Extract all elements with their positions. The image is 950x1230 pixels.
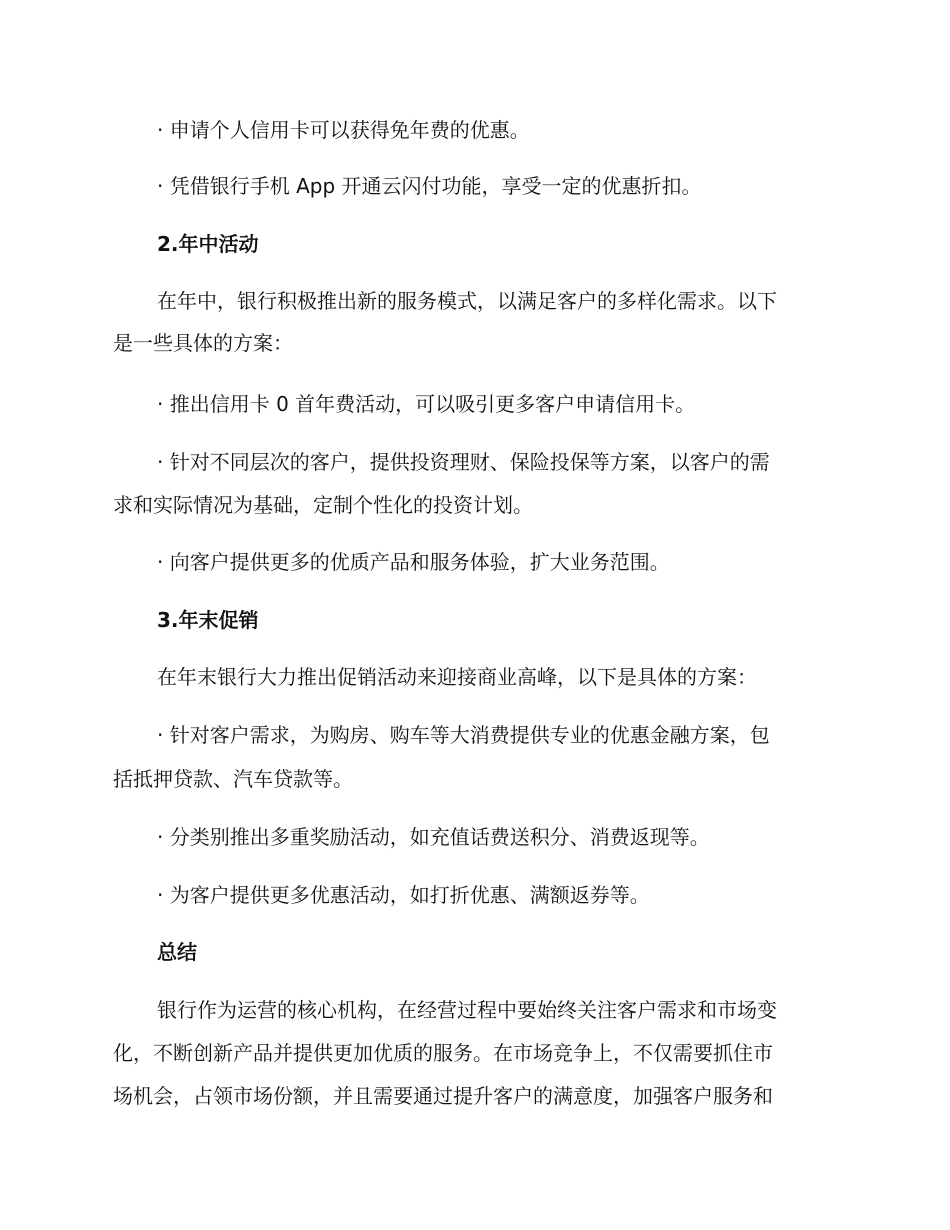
bullet-item: · 分类别推出多重奖励活动，如充值话费送积分、消费返现等。	[157, 825, 710, 849]
section-heading-yearend: 3.年末促销	[157, 608, 259, 632]
paragraph-line: 在年中，银行积极推出新的服务模式，以满足客户的多样化需求。以下	[157, 289, 777, 313]
bullet-item: · 针对客户需求，为购房、购车等大消费提供专业的优惠金融方案，包	[157, 723, 770, 747]
bullet-continuation: 求和实际情况为基础，定制个性化的投资计划。	[113, 493, 533, 517]
bullet-free-annual-fee: · 申请个人信用卡可以获得免年费的优惠。	[157, 118, 530, 142]
bullet-item: · 推出信用卡 0 首年费活动，可以吸引更多客户申请信用卡。	[157, 392, 696, 416]
bullet-cloud-quickpass: · 凭借银行手机 App 开通云闪付功能，享受一定的优惠折扣。	[157, 174, 702, 198]
bullet-item: · 针对不同层次的客户，提供投资理财、保险投保等方案，以客户的需	[157, 450, 770, 474]
bullet-item: · 向客户提供更多的优质产品和服务体验，扩大业务范围。	[157, 550, 670, 574]
paragraph-line: 银行作为运营的核心机构，在经营过程中要始终关注客户需求和市场变	[157, 998, 777, 1022]
bullet-continuation: 括抵押贷款、汽车贷款等。	[113, 767, 353, 791]
paragraph-line: 是一些具体的方案：	[113, 331, 293, 355]
paragraph-line: 在年末银行大力推出促销活动来迎接商业高峰，以下是具体的方案：	[157, 665, 757, 689]
bullet-item: · 为客户提供更多优惠活动，如打折优惠、满额返券等。	[157, 883, 650, 907]
section-heading-summary: 总结	[157, 940, 197, 964]
paragraph-line: 化，不断创新产品并提供更加优质的服务。在市场竞争上，不仅需要抓住市	[113, 1041, 773, 1065]
paragraph-line: 场机会，占领市场份额，并且需要通过提升客户的满意度，加强客户服务和	[113, 1084, 773, 1108]
section-heading-midyear: 2.年中活动	[157, 232, 259, 256]
